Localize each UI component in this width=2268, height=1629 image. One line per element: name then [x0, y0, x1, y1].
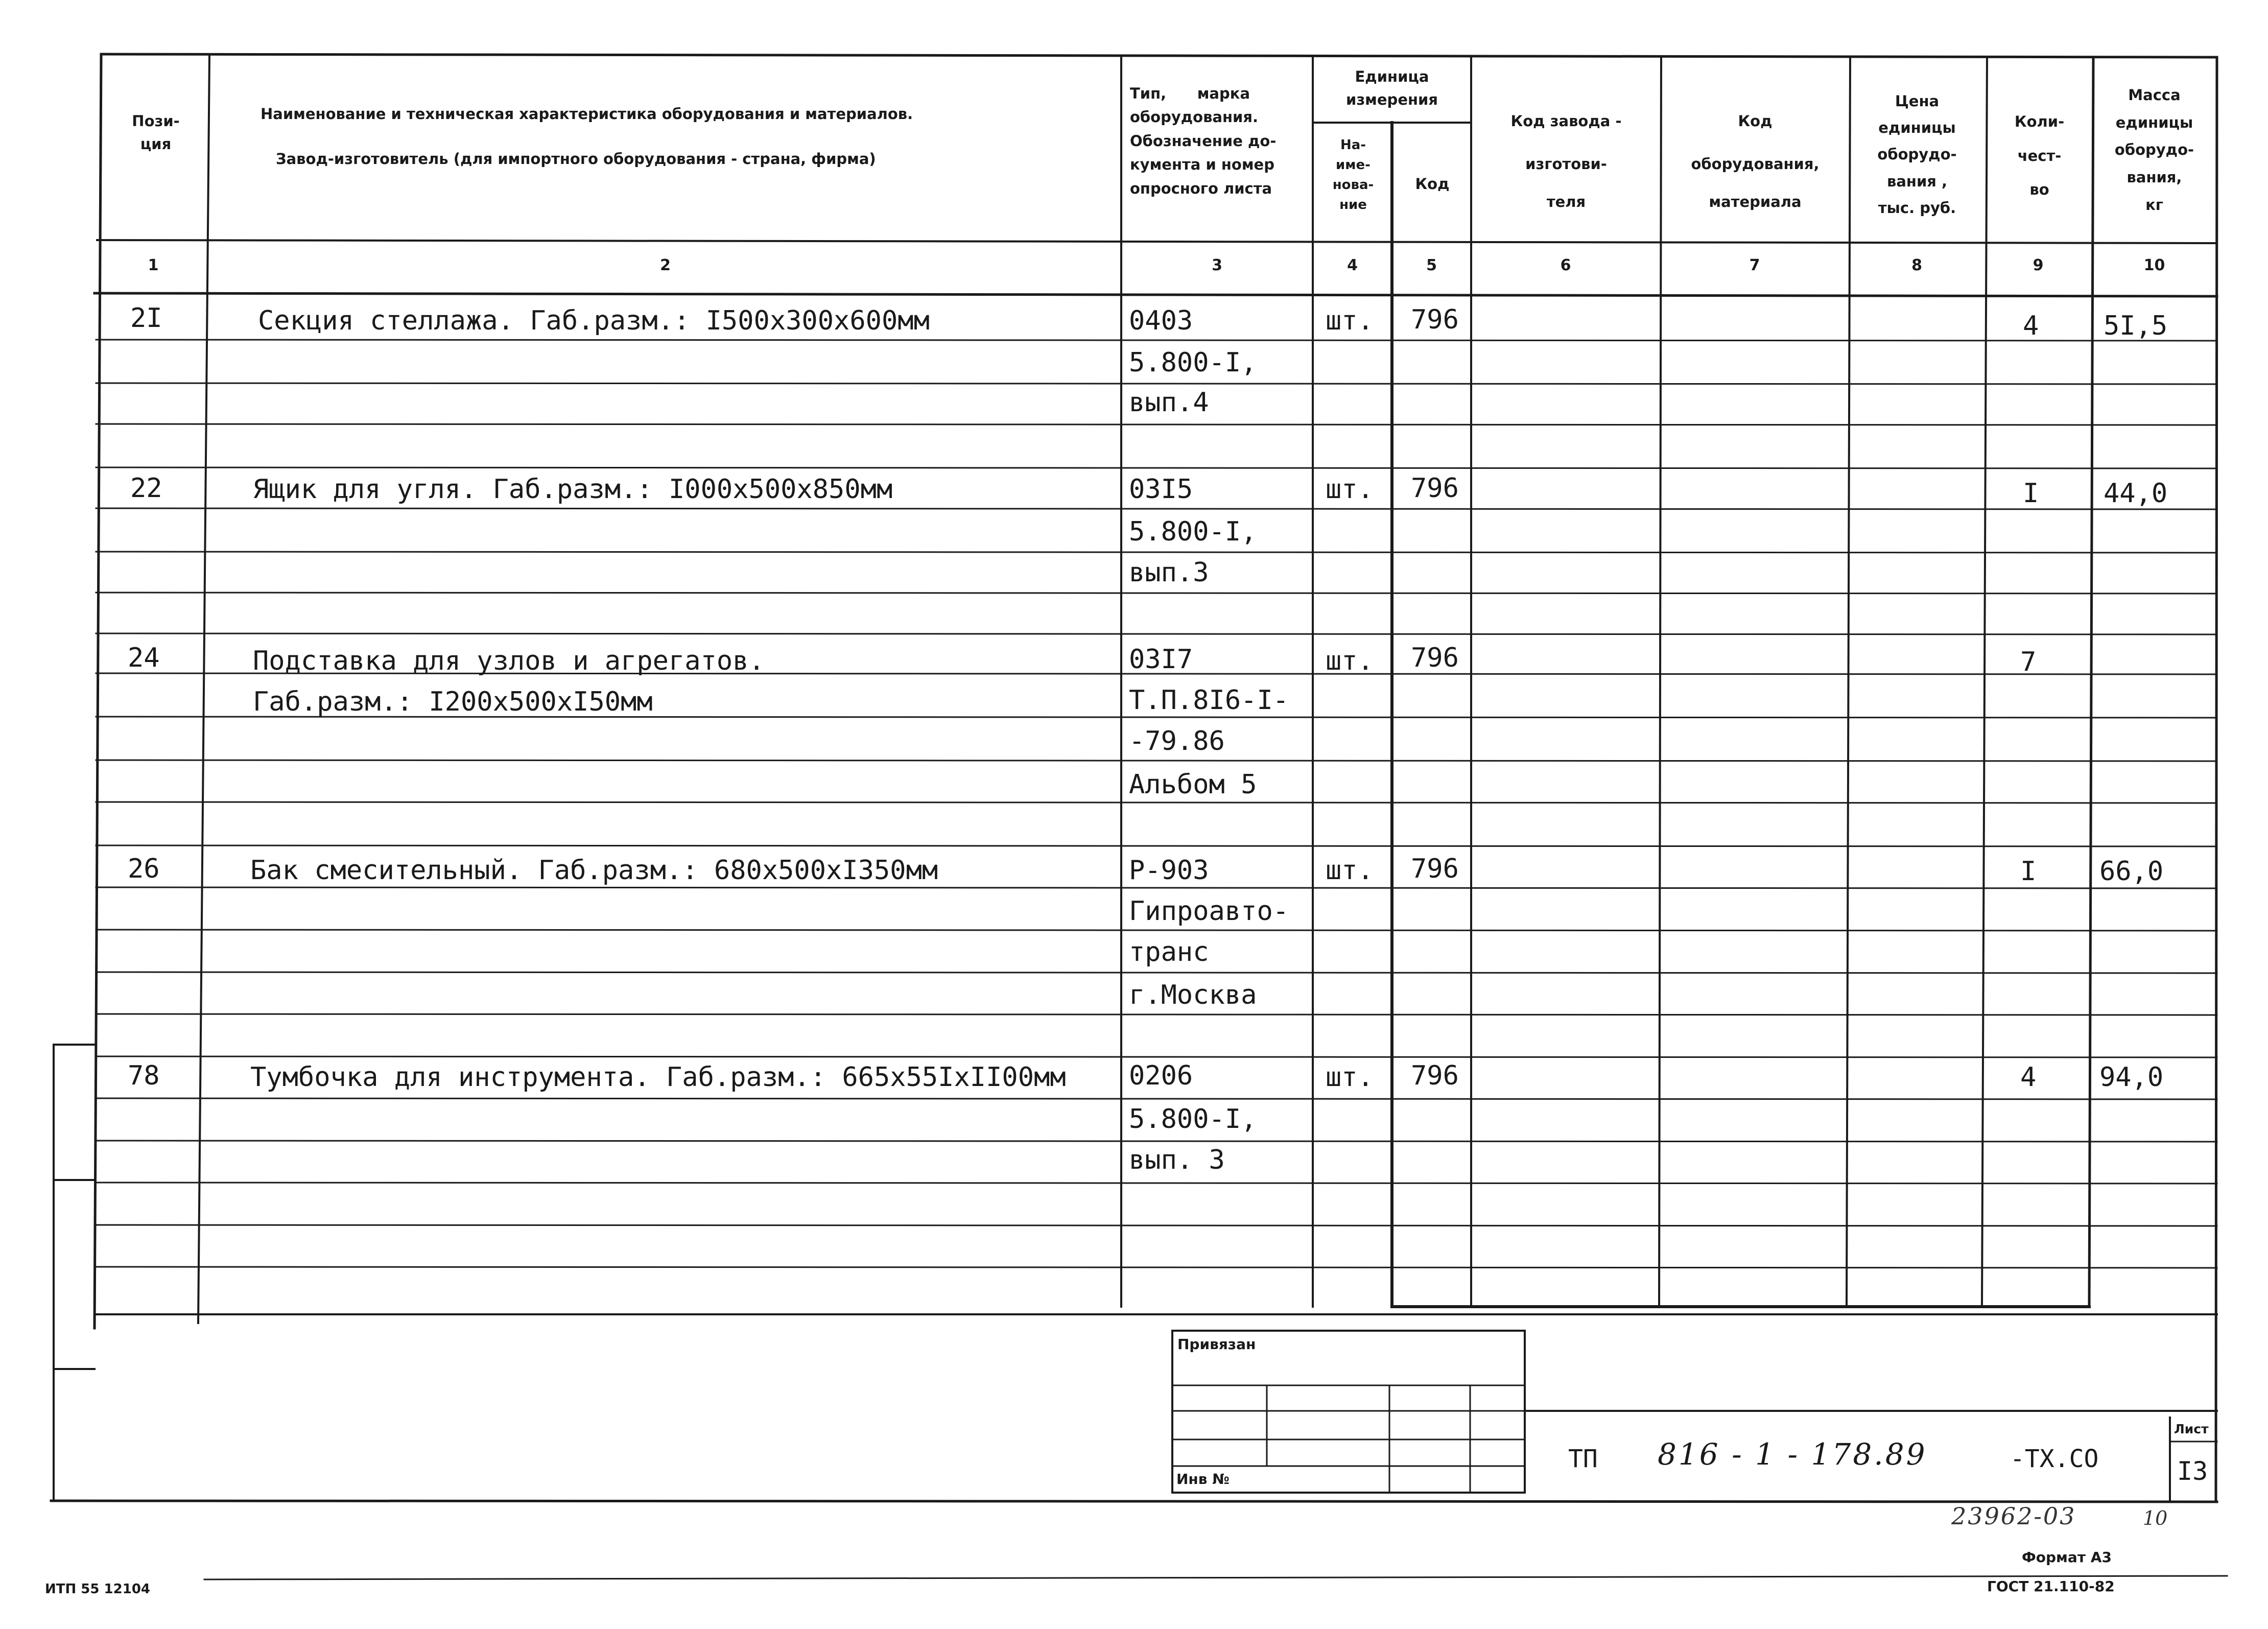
- header-col-unit-name: [1315, 135, 1391, 215]
- header-text: На-: [1340, 137, 1366, 153]
- row-doc: 03I5: [1129, 474, 1193, 505]
- row-code: 796: [1411, 473, 1459, 504]
- header-text: теля: [1546, 193, 1586, 211]
- title-document-suffix: -ТХ.СО: [2010, 1445, 2099, 1473]
- header-text: Код завода -: [1510, 112, 1622, 130]
- header-unit-group: [1315, 65, 1469, 111]
- row-code: 796: [1411, 643, 1459, 673]
- row-name: Ящик для угля. Габ.разм.: I000x500x850мм: [253, 474, 893, 505]
- handwritten-small-number: 10: [2143, 1507, 2168, 1529]
- sheet-label: Лист: [2174, 1422, 2209, 1436]
- header-col-price: [1850, 88, 1984, 221]
- header-text: вания,: [2127, 168, 2182, 186]
- row-name: Габ.разм.: I200x500xI50мм: [253, 687, 653, 717]
- column-number: 6: [1560, 256, 1571, 274]
- header-text: кг: [2145, 196, 2163, 214]
- row-unit: шт.: [1326, 855, 1374, 886]
- header-text: единицы: [1878, 119, 1956, 137]
- row-doc: Гипроавто-: [1129, 896, 1289, 927]
- header-text: тыс. руб.: [1878, 199, 1956, 217]
- row-doc: вып. 3: [1129, 1145, 1225, 1175]
- column-number: 8: [1911, 256, 1922, 274]
- header-text: оборудования.: [1130, 108, 1259, 126]
- header-text: Обозначение до-: [1130, 132, 1277, 150]
- row-doc: Р-903: [1129, 855, 1209, 886]
- row-unit: шт.: [1326, 474, 1374, 505]
- row-doc: 0403: [1129, 305, 1193, 336]
- row-doc: г.Москва: [1129, 980, 1257, 1010]
- column-number: 1: [148, 256, 159, 274]
- header-text: единицы: [2115, 113, 2193, 131]
- header-text: во: [2029, 181, 2049, 199]
- column-number: 7: [1749, 256, 1760, 274]
- row-doc: 5.800-I,: [1129, 1104, 1257, 1135]
- header-text: име-: [1336, 157, 1371, 173]
- header-text: чест-: [2017, 147, 2062, 164]
- header-col-position: [110, 110, 202, 156]
- header-text: нова-: [1332, 177, 1374, 193]
- row-doc: 5.800-I,: [1129, 347, 1257, 378]
- header-text: Завод-изготовитель (для импортного оборудования - страна, фирма): [276, 150, 876, 168]
- stamp-privyazan-label: Привязан: [1177, 1336, 1256, 1353]
- row-code: 796: [1411, 304, 1459, 335]
- row-quantity: 4: [2023, 311, 2039, 341]
- header-text: измерения: [1346, 90, 1438, 108]
- header-col-type: [1130, 82, 1309, 200]
- row-quantity: 4: [2020, 1062, 2037, 1093]
- row-doc: 03I7: [1129, 644, 1193, 675]
- column-number: 5: [1426, 256, 1437, 274]
- header-text: Масса: [2128, 86, 2181, 104]
- footer-left-code: ИТП 55 12104: [45, 1581, 150, 1597]
- row-position: 22: [130, 473, 162, 504]
- header-col-equipment-code: [1663, 100, 1848, 223]
- header-text: кумента и номер: [1130, 156, 1274, 174]
- sheet-number: I3: [2177, 1456, 2208, 1486]
- header-text: оборудо-: [2114, 141, 2194, 159]
- row-doc: Т.П.8I6-I-: [1129, 685, 1289, 716]
- column-number: 10: [2143, 256, 2165, 274]
- row-unit: шт.: [1326, 1062, 1374, 1093]
- header-text: ция: [140, 135, 172, 153]
- header-text: материала: [1709, 193, 1802, 211]
- header-col-quantity: [1987, 105, 2092, 207]
- row-name: Секция стеллажа. Габ.разм.: I500x300x600мм: [258, 305, 930, 336]
- column-number: 9: [2033, 256, 2044, 274]
- row-code: 796: [1411, 1060, 1459, 1091]
- row-quantity: 7: [2020, 647, 2037, 677]
- row-doc: транс: [1129, 937, 1209, 967]
- row-name: Подставка для узлов и агрегатов.: [253, 646, 765, 676]
- row-doc: -79.86: [1129, 726, 1225, 757]
- title-tp-label: ТП: [1568, 1445, 1598, 1473]
- header-text: изготови-: [1525, 155, 1607, 173]
- row-position: 26: [128, 854, 160, 884]
- row-quantity: I: [2020, 856, 2037, 887]
- header-text: вания ,: [1886, 172, 1947, 190]
- header-col-mass: [2094, 82, 2214, 219]
- row-unit: шт.: [1326, 646, 1374, 676]
- row-quantity: I: [2023, 478, 2039, 509]
- title-document-number: 816 - 1 - 178.89: [1658, 1437, 1927, 1472]
- header-text: Цена: [1895, 92, 1940, 110]
- header-text: Код: [1415, 175, 1450, 193]
- header-col-factory-code: [1474, 100, 1659, 223]
- header-text: Код: [1738, 112, 1773, 130]
- header-text: Наименование и техническая характеристика оборудования и материалов.: [261, 105, 913, 123]
- column-number: 2: [660, 256, 671, 274]
- row-name: Бак смесительный. Габ.разм.: 680x500xI350мм: [250, 855, 938, 886]
- row-doc: вып.3: [1129, 557, 1209, 588]
- row-mass: 94,0: [2099, 1062, 2164, 1093]
- row-doc: вып.4: [1129, 387, 1209, 418]
- footer-gost: ГОСТ 21.110-82: [1987, 1578, 2115, 1595]
- row-mass: 5I,5: [2104, 311, 2168, 341]
- row-position: 2I: [130, 303, 162, 334]
- row-position: 78: [128, 1060, 160, 1091]
- header-text: оборудования,: [1691, 155, 1820, 173]
- header-text: Пози-: [132, 112, 180, 130]
- row-unit: шт.: [1326, 305, 1374, 336]
- header-col-unit-code: [1395, 173, 1470, 196]
- header-text: Коли-: [2014, 113, 2065, 130]
- row-doc: 0206: [1129, 1060, 1193, 1091]
- column-number: 3: [1212, 256, 1222, 274]
- row-code: 796: [1411, 854, 1459, 884]
- header-text: опросного листа: [1130, 179, 1272, 197]
- footer-format: Формат А3: [2022, 1549, 2112, 1566]
- header-text: Единица: [1355, 68, 1429, 85]
- row-name: Тумбочка для инструмента. Габ.разм.: 665x55IxII00мм: [250, 1062, 1066, 1093]
- header-col-name: [261, 102, 913, 171]
- header-text: оборудо-: [1877, 146, 1957, 163]
- row-mass: 66,0: [2099, 856, 2164, 887]
- header-text: Тип, марка: [1130, 85, 1250, 102]
- header-text: ние: [1339, 197, 1367, 213]
- row-doc: 5.800-I,: [1129, 516, 1257, 547]
- row-position: 24: [128, 643, 160, 673]
- stamp-inventory-label: Инв №: [1176, 1471, 1230, 1488]
- handwritten-number: 23962-03: [1951, 1502, 2076, 1530]
- row-doc: Альбом 5: [1129, 769, 1257, 800]
- column-number: 4: [1347, 256, 1358, 274]
- row-mass: 44,0: [2104, 478, 2168, 509]
